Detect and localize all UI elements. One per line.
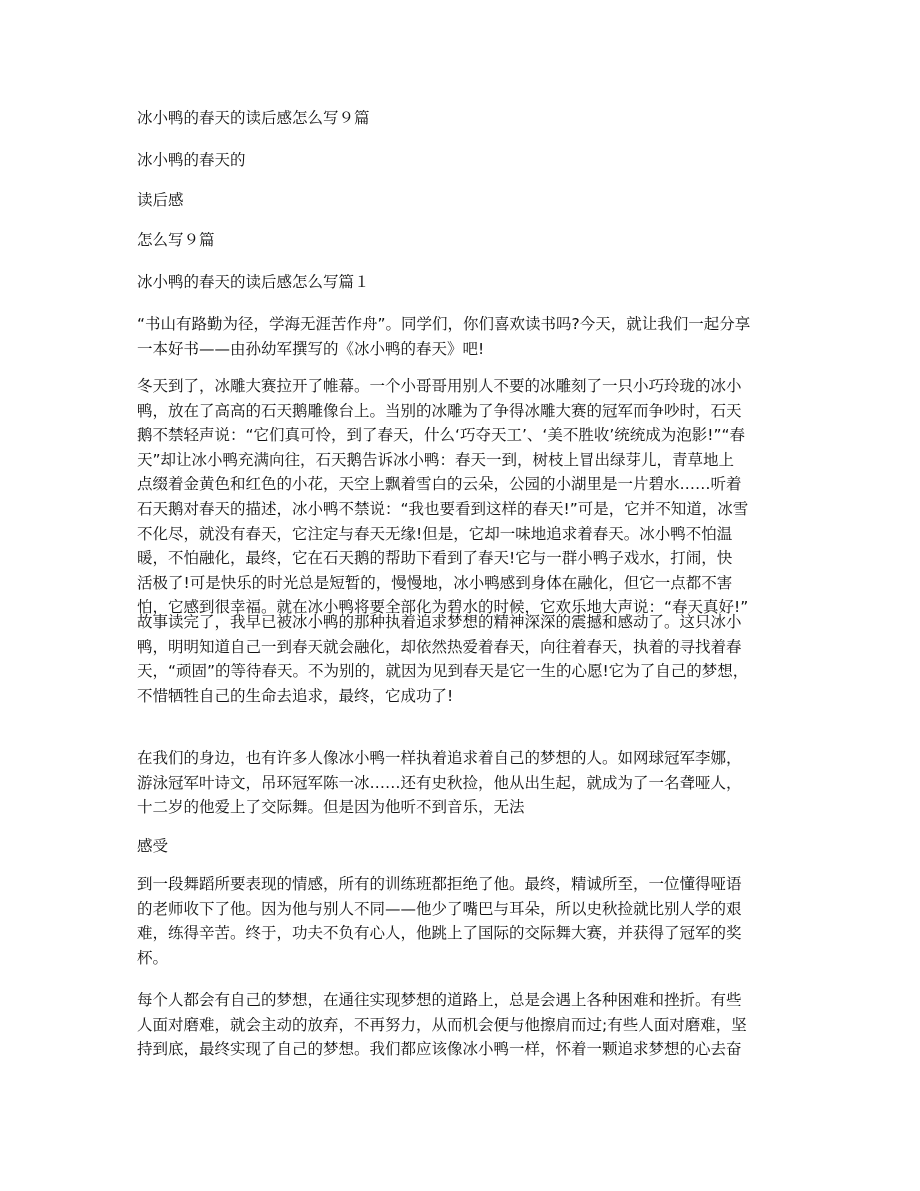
paragraph-line: 游泳冠军叶诗文，吊环冠军陈一冰……还有史秋捡，他从出生起，就成为了一名聋哑人，	[137, 773, 742, 792]
paragraph-line: 的老师收下了他。因为他与别人不同——他少了嘴巴与耳朵，所以史秋捡就比别人学的艰	[137, 899, 742, 918]
paragraph-line: 点缀着金黄色和红色的小花，天空上飘着雪白的云朵，公园的小湖里是一片碧水……听着	[137, 475, 742, 494]
section-heading	[137, 270, 817, 295]
paragraph	[137, 988, 817, 1062]
paragraph-line: 难，练得辛苦。终于，功夫不负有心人，他跳上了国际的交际舞大赛，并获得了冠军的奖	[137, 924, 742, 943]
paragraph	[137, 834, 817, 859]
paragraph-line: 鹅不禁轻声说：“它们真可怜，到了春天，什么‘巧夺天工’、‘美不胜收’统统成为泡影!”“春	[137, 426, 746, 445]
paragraph-line: 每个人都会有自己的梦想，在通往实现梦想的道路上，总是会遇上各种困难和挫折。有些	[137, 991, 742, 1009]
paragraph-line: 十二岁的他爱上了交际舞。但是因为他听不到音乐，无法	[137, 798, 525, 817]
paragraph-line: 到一段舞蹈所要表现的情感，所有的训练班都拒绝了他。最终，精诚所至，一位懂得哑语	[137, 875, 742, 893]
paragraph-line: 故事读完了，我早已被冰小鸭的那种执着追求梦想的精神深深的震撼和感动了。这只冰小	[137, 613, 742, 631]
paragraph-line: 不惜牺牲自己的生命去追求，最终，它成功了!	[137, 686, 454, 705]
paragraph-line: 冬天到了，冰雕大赛拉开了帷幕。一个小哥哥用别人不要的冰雕刻了一只小巧玲珑的冰小	[137, 377, 742, 395]
heading-text: 冰小鸭的春天的读后感怎么写篇１	[137, 273, 370, 291]
paragraph-line: 鸭，明明知道自己一到春天就会融化，却依然热爱着春天，向往着春天，执着的寻找着春	[137, 637, 742, 656]
document-title	[137, 106, 817, 131]
paragraph-line: 暖，不怕融化，最终，它在石天鹅的帮助下看到了春天!它与一群小鸭子戏水，打闹，快	[137, 549, 733, 568]
paragraph-line: 人面对磨难，就会主动的放弃，不再努力，从而机会便与他擦肩而过;有些人面对磨难，坚	[137, 1015, 747, 1034]
heading-text: 冰小鸭的春天的读后感怎么写９篇	[137, 109, 370, 127]
paragraph-line: 石天鹅对春天的描述，冰小鸭不禁说：“我也要看到这样的春天!”可是，它并不知道，冰雪	[137, 499, 749, 518]
paragraph	[137, 312, 817, 361]
paragraph-line: 天”却让冰小鸭充满向往，石天鹅告诉冰小鸭：春天一到，树枝上冒出绿芽儿，青草地上	[137, 450, 735, 469]
paragraph	[137, 746, 817, 820]
paragraph-line: 天，“顽固”的等待春天。不为别的，就因为见到春天是它一生的心愿!它为了自己的梦想，	[137, 662, 749, 681]
heading-text: 冰小鸭的春天的	[137, 151, 246, 169]
paragraph-line: 不化尽，就没有春天，它注定与春天无缘!但是，它却一味地追求着春天。冰小鸭不怕温	[137, 524, 733, 543]
paragraph-line: 杯。	[137, 948, 169, 967]
section-heading	[137, 188, 817, 213]
paragraph	[137, 872, 817, 970]
paragraph	[137, 374, 817, 620]
heading-text: 读后感	[137, 191, 184, 209]
paragraph-line: 活极了!可是快乐的时光总是短暂的，慢慢地，冰小鸭感到身体在融化，但它一点都不害	[137, 573, 733, 592]
paragraph	[137, 610, 817, 708]
paragraph-line: “书山有路勤为径，学海无涯苦作舟”。同学们，你们喜欢读书吗?今天，就让我们一起分享	[137, 315, 751, 333]
paragraph-line: 鸭，放在了高高的石天鹅雕像台上。当别的冰雕为了争得冰雕大赛的冠军而争吵时，石天	[137, 401, 742, 420]
paragraph-line: 持到底，最终实现了自己的梦想。我们都应该像冰小鸭一样，怀着一颗追求梦想的心去奋	[137, 1040, 742, 1059]
paragraph-line: 在我们的身边，也有许多人像冰小鸭一样执着追求着自己的梦想的人。如网球冠军李娜，	[137, 749, 742, 767]
heading-text: 怎么写９篇	[137, 231, 215, 249]
paragraph-line: 一本好书——由孙幼军撰写的《冰小鸭的春天》吧!	[137, 339, 485, 358]
paragraph-line: 感受	[137, 837, 169, 855]
paragraph-line: 怕，它感到很幸福。就在冰小鸭将要全部化为碧水的时候，它欢乐地大声说：“春天真好!”	[137, 598, 749, 617]
section-heading	[137, 228, 817, 253]
section-heading	[137, 148, 817, 173]
